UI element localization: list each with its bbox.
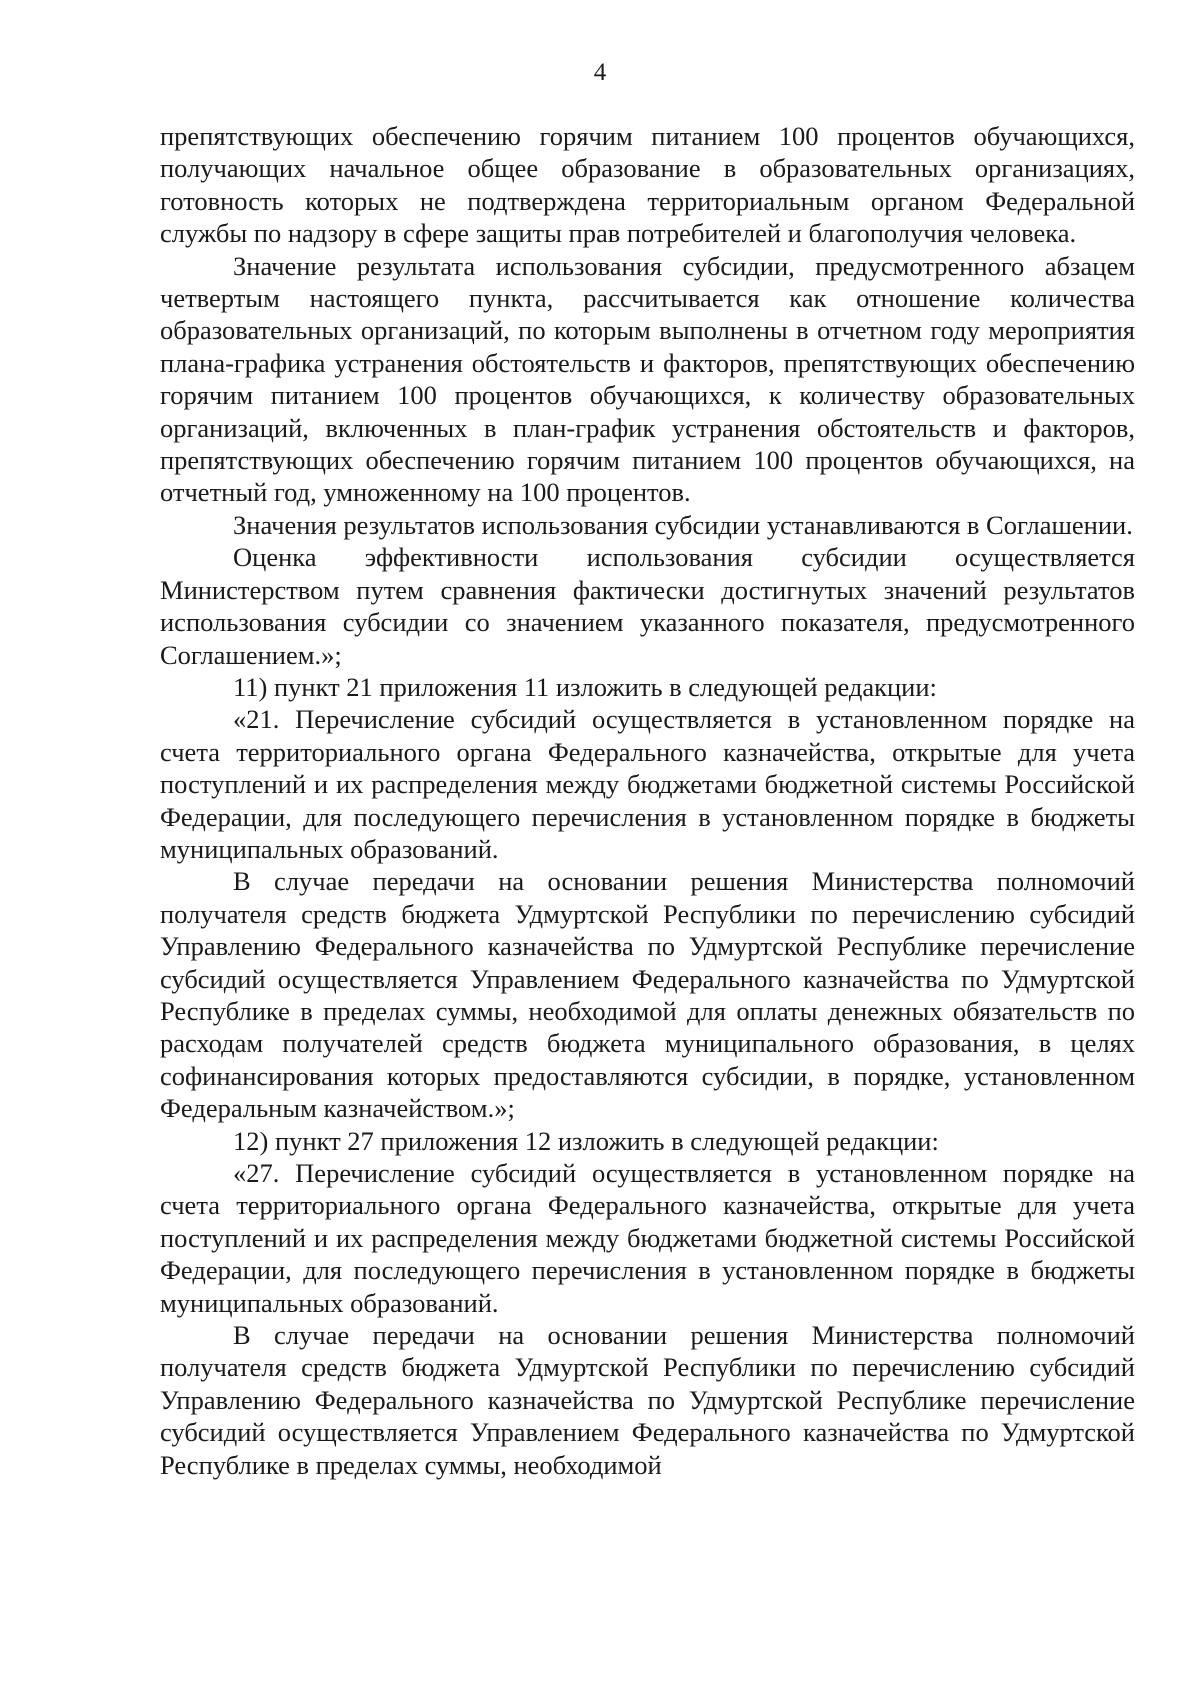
paragraph-clause-21: «21. Перечисление субсидий осуществляется в установленном порядке на счета территориального органа Федерального казначейства, открытые для учета поступлений и их распределения между бюджетами бюджетной системы Российской Федерации, для последующего перечисления в установленном порядке в бюджеты муниципальных образований. (160, 704, 1135, 864)
paragraph-clause-21-transfer: В случае передачи на основании решения Министерства полномочий получателя средств бюджета Удмуртской Республики по перечислению субсидий Управлению Федерального казначейства по Удмуртской Республике перечисление субсидий осуществляется Управлением Федерального казначейства по Удмуртской Республике в пределах суммы, необходимой для оплаты денежных обязательств по расходам получателей средств бюджета муниципального образования, в целях софинансирования которых предоставляются субсидии, в порядке, установленном Федеральным казначейством.»; (160, 866, 1135, 1124)
document-body (160, 120, 1135, 1481)
paragraph-efficiency-assessment: Оценка эффективности использования субсидии осуществляется Министерством путем сравнения фактически достигнутых значений результатов использования субсидии со значением указанного показателя, предусмотренного Соглашением.»; (160, 542, 1135, 670)
paragraph-clause-27-transfer: В случае передачи на основании решения Министерства полномочий получателя средств бюджета Удмуртской Республики по перечислению субсидий Управлению Федерального казначейства по Удмуртской Республике перечисление субсидий осуществляется Управлением Федерального казначейства по Удмуртской Республике в пределах суммы, необходимой (160, 1320, 1135, 1480)
paragraph-continuation: препятствующих обеспечению горячим питанием 100 процентов обучающихся, получающих начальное общее образование в образовательных организациях, готовность которых не подтверждена территориальным органом Федеральной службы по надзору в сфере защиты прав потребителей и благополучия человека. (160, 121, 1135, 249)
paragraph-result-value: Значение результата использования субсидии, предусмотренного абзацем четвертым настоящего пункта, рассчитывается как отношение количества образовательных организаций, по которым выполнены в отчетном году мероприятия плана-графика устранения обстоятельств и факторов, препятствующих обеспечению горячим питанием 100 процентов обучающихся, к количеству образовательных организаций, включенных в план-график устранения обстоятельств и факторов, препятствующих обеспечению горячим питанием 100 процентов обучающихся, на отчетный год, умноженному на 100 процентов. (160, 250, 1135, 508)
page-number: 4 (593, 59, 607, 86)
paragraph-item-11: 11) пункт 21 приложения 11 изложить в следующей редакции: (233, 671, 937, 702)
paragraph-clause-27: «27. Перечисление субсидий осуществляется в установленном порядке на счета территориального органа Федерального казначейства, открытые для учета поступлений и их распределения между бюджетами бюджетной системы Российской Федерации, для последующего перечисления в установленном порядке в бюджеты муниципальных образований. (160, 1158, 1135, 1318)
paragraph-result-values-agreement: Значения результатов использования субсидии устанавливаются в Соглашении. (233, 509, 1133, 540)
paragraph-item-12: 12) пункт 27 приложения 12 изложить в следующей редакции: (233, 1125, 939, 1156)
